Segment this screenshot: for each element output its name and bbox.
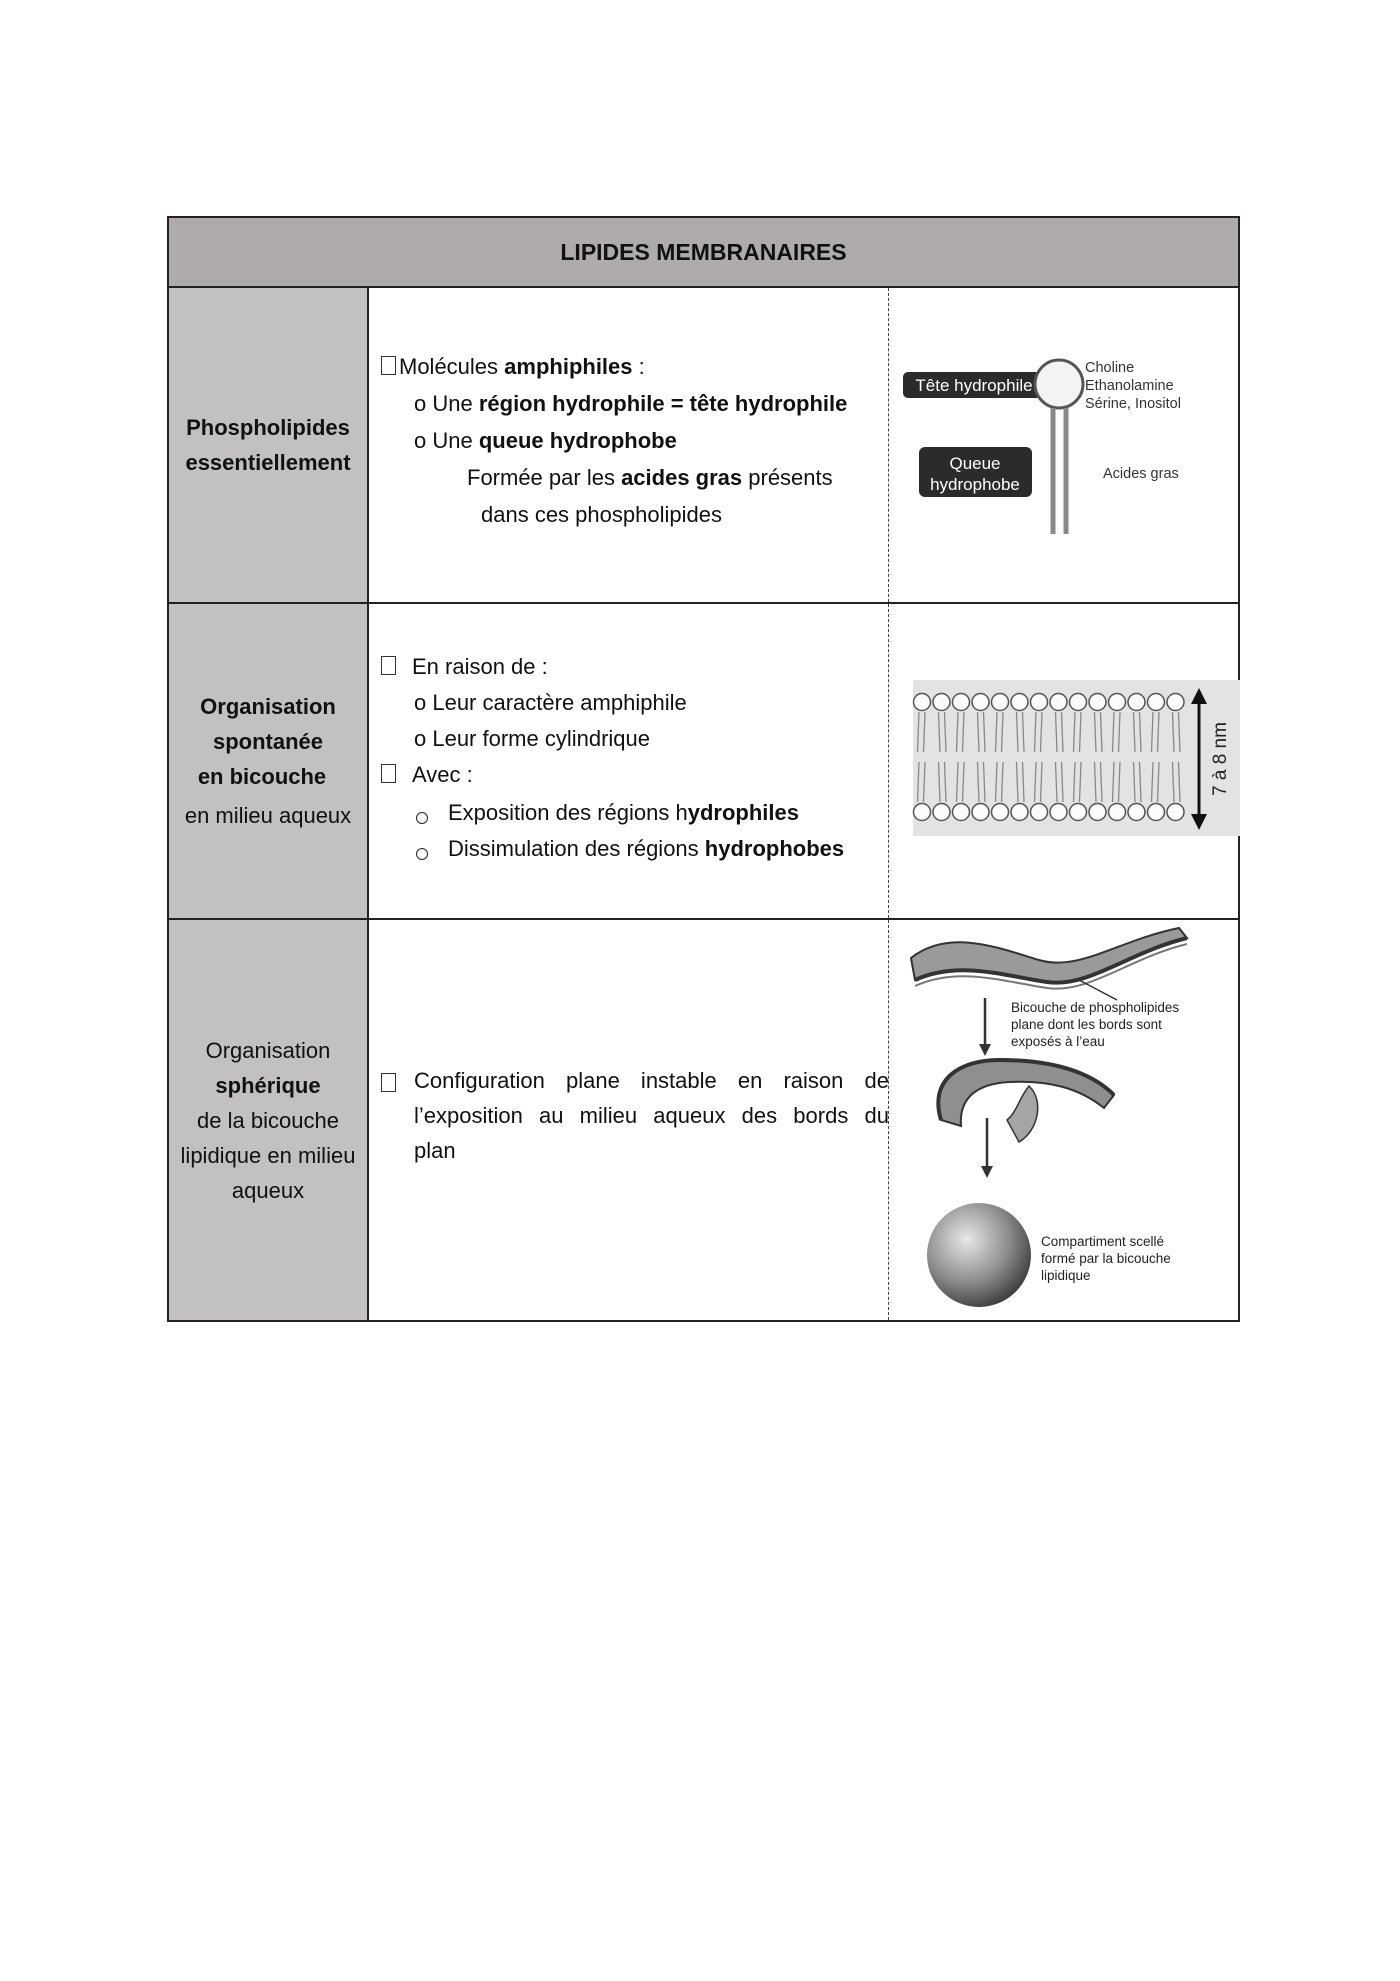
bullet-circle-icon [416, 848, 428, 860]
row-label-line: Phospholipides [186, 415, 350, 440]
content-line: o Leur caractère amphiphile [414, 690, 687, 715]
bilayer-figure [889, 604, 1240, 918]
checkbox-square-icon [381, 656, 396, 675]
row-label-line: essentiellement [185, 450, 351, 475]
content-line: o Une région hydrophile = tête hydrophile [414, 391, 848, 416]
lipid-head [914, 804, 931, 821]
table-title: LIPIDES MEMBRANAIRES [169, 218, 1238, 288]
vesicle-caption: lipidique [1041, 1268, 1091, 1283]
lipid-head [1148, 694, 1165, 711]
row-content [369, 604, 889, 918]
lipid-head [1148, 804, 1165, 821]
lipid-head [1128, 694, 1145, 711]
content-line: o Une queue hydrophobe [414, 428, 677, 453]
checkbox-square-icon [381, 356, 396, 375]
vesicle-figure [889, 920, 1240, 1320]
lipid-head [953, 804, 970, 821]
lipid-head [1109, 804, 1126, 821]
row-label-line: spontanée [212, 729, 324, 754]
lipid-head [1070, 694, 1087, 711]
content-line: Molécules amphiphiles : [381, 348, 645, 385]
content-line: Configuration plane instable en raison de [414, 1068, 889, 1093]
lipid-head [992, 694, 1009, 711]
lipid-head [914, 694, 931, 711]
lipid-head [992, 804, 1009, 821]
row-label-line: aqueux [231, 1177, 305, 1203]
lipid-head [1011, 804, 1028, 821]
sheet-caption: Bicouche de phospholipides [1011, 1000, 1180, 1015]
lipid-head [1050, 804, 1067, 821]
row-label-line: en bicouche [197, 764, 327, 789]
content-line: En raison de : [381, 648, 548, 685]
row-label-line: lipidique en milieu [180, 1142, 356, 1168]
row-label-line: Organisation [205, 1037, 331, 1063]
row-label [169, 920, 369, 1320]
bullet-circle-icon [416, 812, 428, 824]
row-label-line: sphérique [215, 1072, 321, 1098]
head-label: Tête hydrophile [915, 376, 1033, 395]
content-line: o Leur forme cylindrique [414, 726, 651, 751]
phospholipid-figure [889, 288, 1240, 602]
content-line: Avec : [381, 756, 473, 793]
tail-label: hydrophobe [930, 475, 1020, 494]
row-content [369, 920, 889, 1320]
lipid-head [1167, 694, 1184, 711]
content-line: Exposition des régions hydrophiles [448, 800, 799, 825]
content-line: dans ces phospholipides [481, 502, 722, 527]
lipid-head [1089, 804, 1106, 821]
content-line: l’exposition au milieu aqueux des bords du [414, 1103, 889, 1128]
lipid-head [1128, 804, 1145, 821]
lipid-head [1070, 804, 1087, 821]
table-row-spherical [169, 920, 1238, 1320]
lipid-head [933, 804, 950, 821]
lipid-head [1031, 694, 1048, 711]
checkbox-square-icon [381, 764, 396, 783]
tail-label: Queue [949, 454, 1001, 473]
lipid-head [1031, 804, 1048, 821]
lipid-head [972, 694, 989, 711]
row-label [169, 288, 369, 602]
row-label-line: Organisation [200, 694, 336, 719]
head-group-label: Choline [1085, 360, 1135, 376]
lipid-head [1089, 694, 1106, 711]
lipid-head [953, 694, 970, 711]
vesicle-caption: Compartiment scellé [1041, 1234, 1165, 1249]
table-row-bilayer [169, 604, 1238, 920]
checkbox-square-icon [381, 1073, 396, 1092]
content-line: plan [414, 1138, 456, 1163]
head-group-label: Ethanolamine [1085, 378, 1174, 394]
fatty-acid-label: Acides gras [1103, 466, 1179, 482]
table-row-phospholipids [169, 288, 1238, 604]
lipids-table [167, 216, 1240, 1322]
lipid-head [1050, 694, 1067, 711]
lipid-head [972, 804, 989, 821]
head-group-label: Sérine, Inositol [1085, 396, 1181, 412]
row-label [169, 604, 369, 918]
row-label-line: de la bicouche [197, 1107, 339, 1133]
sheet-caption: exposés à l’eau [1011, 1034, 1105, 1049]
lipid-head [933, 694, 950, 711]
lipid-head [1011, 694, 1028, 711]
sheet-caption: plane dont les bords sont [1011, 1017, 1162, 1032]
thickness-label: 7 à 8 nm [1210, 722, 1231, 796]
content-line: Dissimulation des régions hydrophobes [448, 836, 845, 861]
content-line: Formée par les acides gras présents [467, 465, 833, 490]
row-label-line: en milieu aqueux [184, 803, 352, 828]
lipid-head [1109, 694, 1126, 711]
lipid-head [1167, 804, 1184, 821]
row-content [369, 288, 889, 602]
vesicle-caption: formé par la bicouche [1041, 1251, 1171, 1266]
